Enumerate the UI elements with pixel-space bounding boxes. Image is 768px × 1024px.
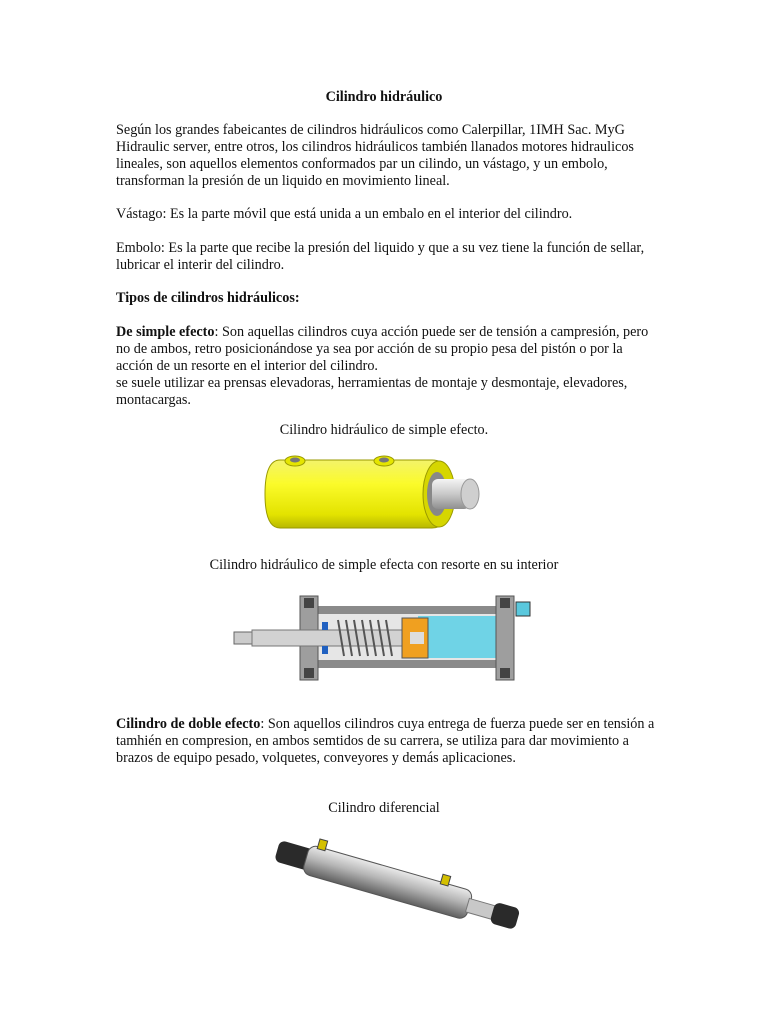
- differential-cylinder-image: [262, 834, 532, 938]
- double-effect-paragraph: [116, 716, 656, 767]
- yellow-cylinder-image: [262, 448, 484, 534]
- simple-effect-paragraph: [116, 324, 656, 409]
- caption-simple-effect: Cilindro hidráulico de simple efecto.: [279, 422, 489, 438]
- embolo-text: Embolo: Es la parte que recibe la presión del liquido y que a su vez tiene la función de sellar, lubricar el interir del cilindro.: [116, 240, 645, 273]
- document-title: Cilindro hidráulico: [325, 89, 443, 105]
- vastago-text: Vástago: Es la parte móvil que está unida a un embalo en el interior del cilindro.: [116, 206, 573, 222]
- spring-cylinder-cutaway-image: [228, 588, 536, 688]
- intro-text: Según los grandes fabeicantes de cilindros hidráulicos como Calerpillar, 1IMH Sac. MyG Hidraulic server, entre otros, los cilindros hidráulicos también llanados motores hidraulicos lineales, son aquellos elementos conformados par un cilindo, un vástago, y un embolo, transforman la presión de un liquido en movimiento lineal.: [116, 122, 634, 189]
- intro-paragraph: [116, 122, 656, 190]
- simple-effect-label: De simple efecto: [116, 324, 215, 340]
- double-effect-label: Cilindro de doble efecto: [116, 716, 261, 732]
- simple-effect-text: : Son aquellas cilindros cuya acción puede ser de tensión a campresión, pero no de ambos, retro posicionándose ya sea por acción de su propio pesa del pistón o por la acción de un resorte en el interior del cilindro.: [116, 324, 649, 374]
- caption-differential-cylinder: Cilindro diferencial: [328, 800, 440, 816]
- simple-effect-uses: se suele utilizar ea prensas elevadoras, herramientas de montaje y desmontaje, elevadores, montacargas.: [116, 375, 628, 408]
- caption-spring-cylinder: Cilindro hidráulico de simple efecta con resorte en su interior: [209, 557, 559, 573]
- embolo-paragraph: [116, 240, 656, 274]
- types-heading: Tipos de cilindros hidráulicos:: [116, 290, 300, 306]
- double-effect-text: : Son aquellos cilindros cuya entrega de fuerza puede ser en tensión a tamhién en compresion, en ambos semtidos de su carrera, se utiliza para dar movimiento a brazos de equipo pesado, volquetes, conveyores y demás aplicaciones.: [116, 716, 655, 766]
- vastago-paragraph: [116, 206, 656, 223]
